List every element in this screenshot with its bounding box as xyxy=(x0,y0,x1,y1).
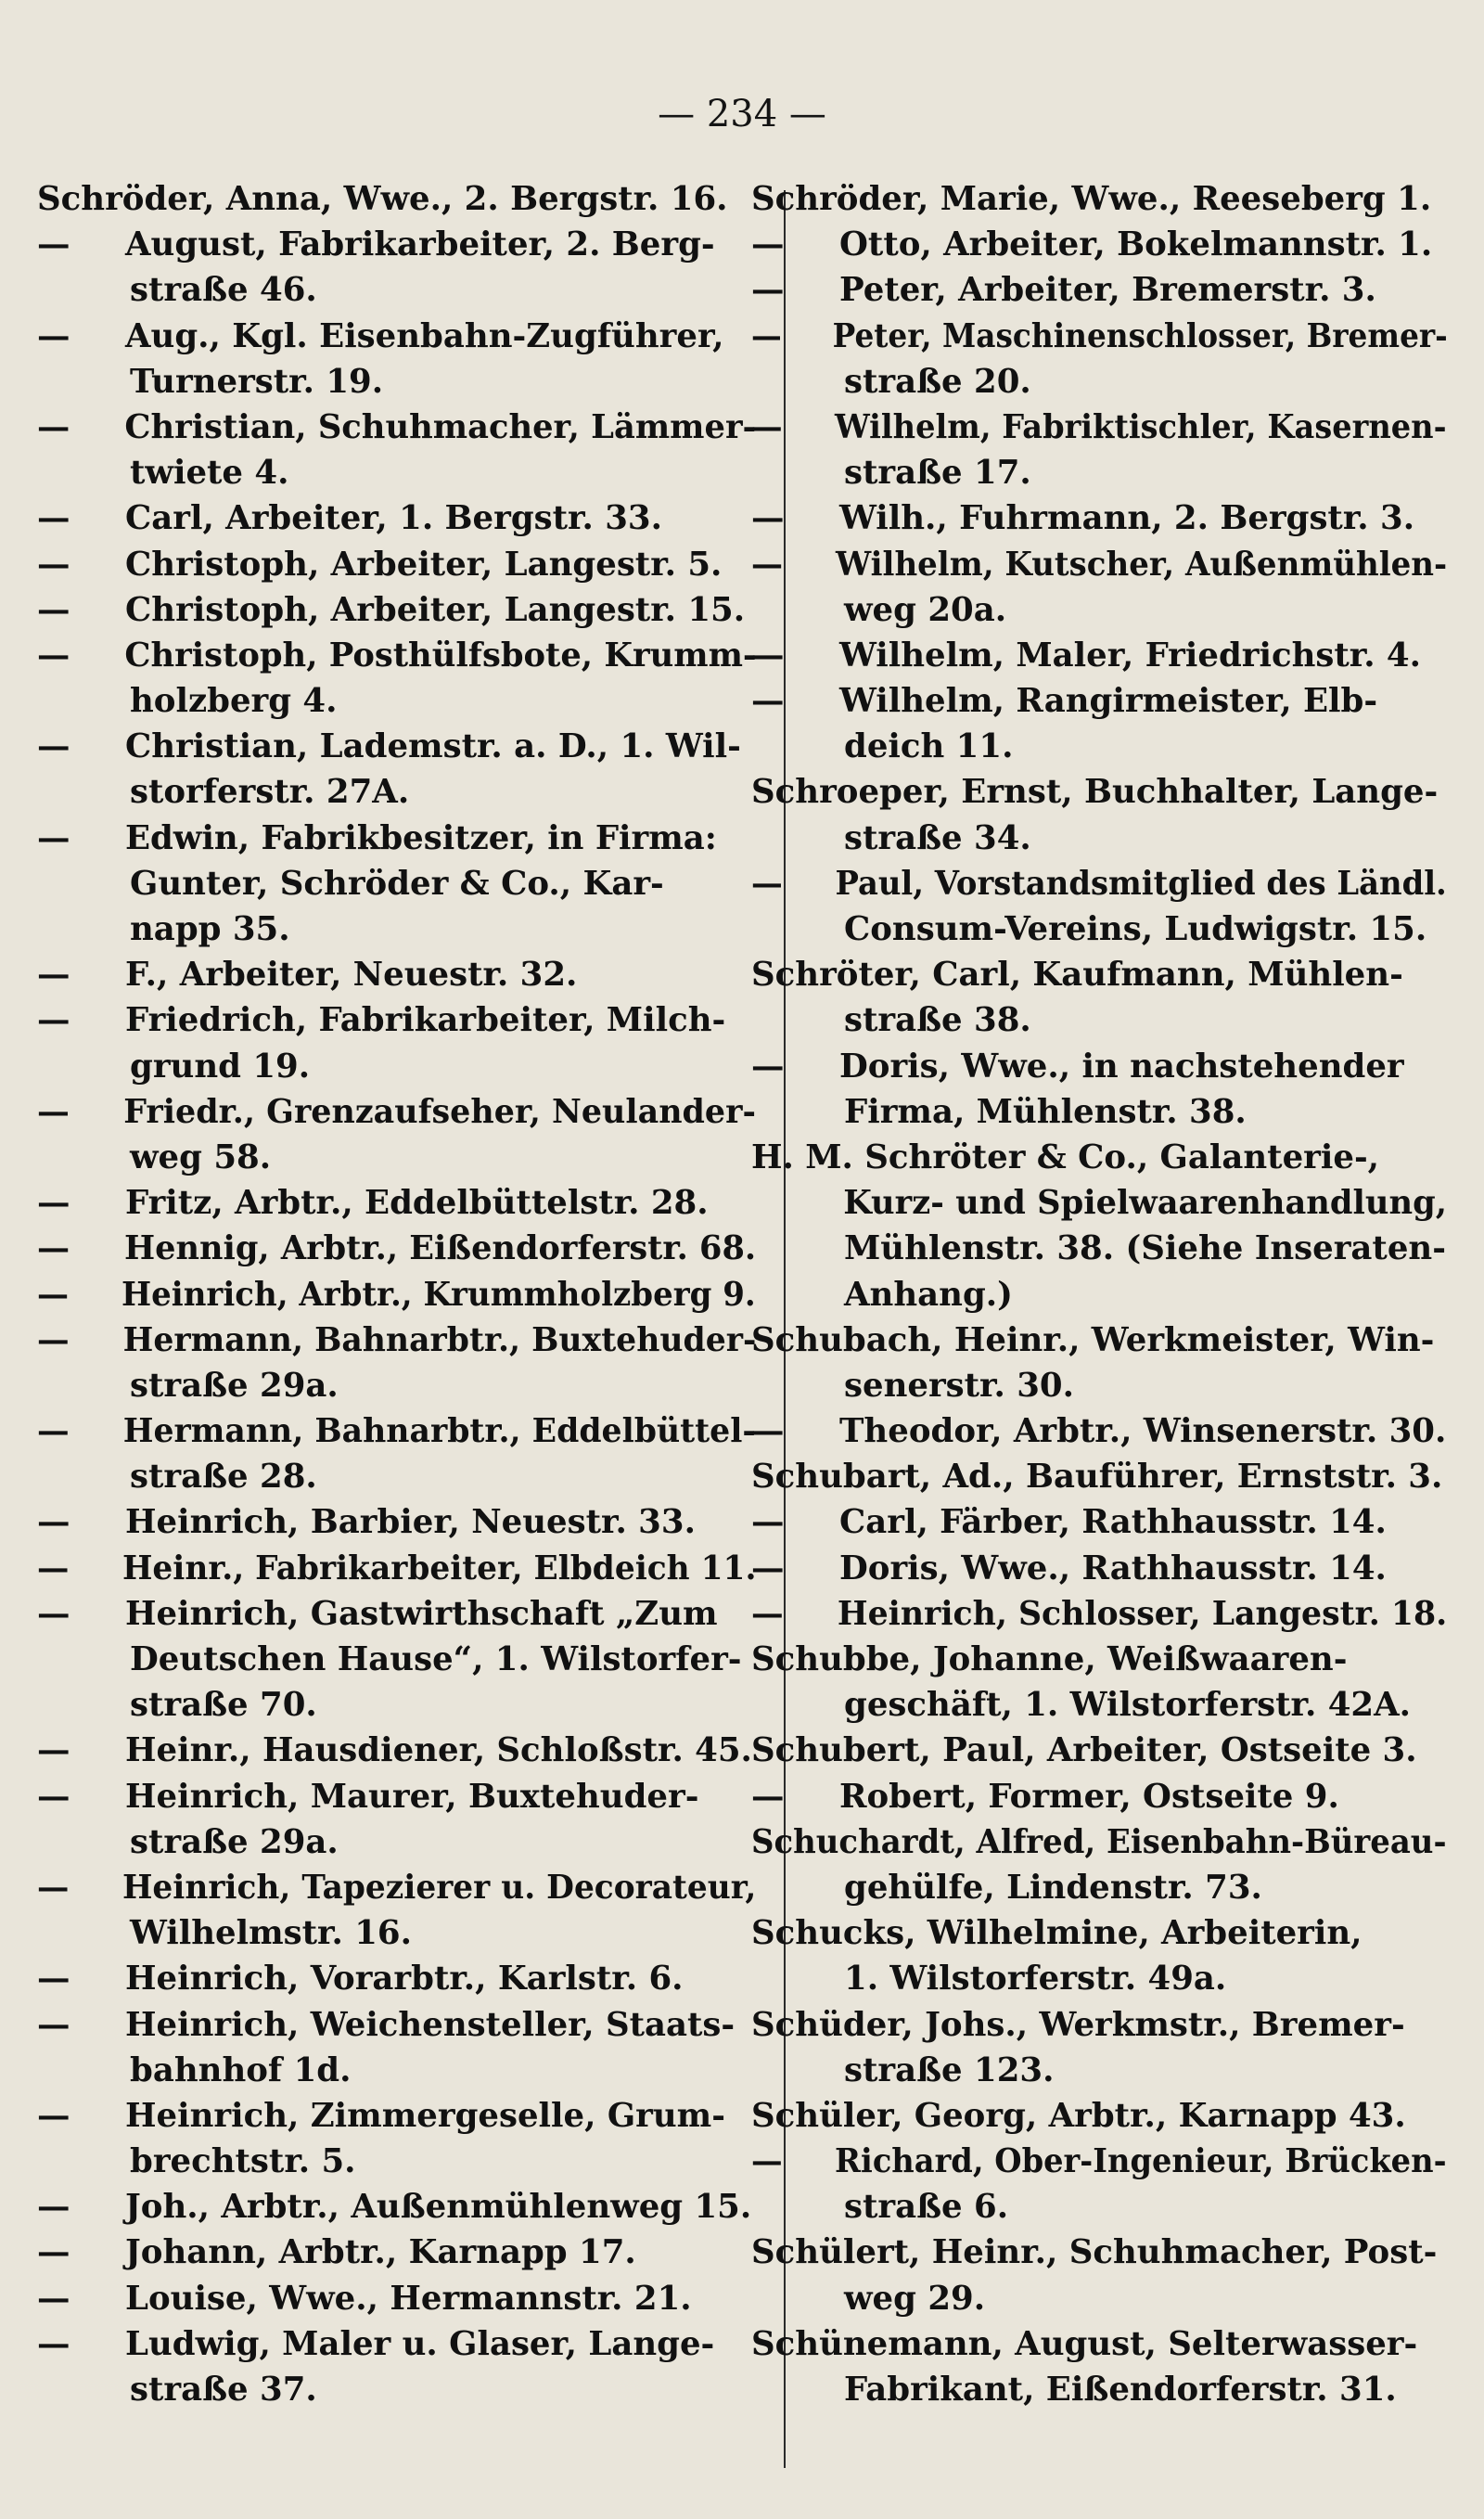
directory-line-text: Edwin, Fabrikbesitzer, in Firma: xyxy=(125,818,717,857)
directory-line-text: Christoph, Posthülfsbote, Krumm- xyxy=(124,636,757,675)
directory-line xyxy=(751,1044,1447,1089)
repeat-name-dash xyxy=(751,267,839,313)
repeat-name-dash xyxy=(751,2139,835,2184)
directory-line-text: Hennig, Arbtr., Eißendorferstr. 68. xyxy=(123,1229,757,1268)
repeat-name-dash xyxy=(751,222,839,267)
directory-line xyxy=(37,587,756,633)
directory-line-text: Wilhelmstr. 16. xyxy=(130,1914,412,1953)
directory-line-text: Kurz- und Spielwaarenhandlung, xyxy=(843,1184,1448,1223)
repeat-name-dash xyxy=(751,542,836,587)
directory-line xyxy=(751,1682,1447,1728)
directory-line xyxy=(37,1363,756,1408)
repeat-name-dash xyxy=(37,1408,123,1454)
directory-line xyxy=(751,2139,1447,2184)
directory-line-text: Gunter, Schröder & Co., Kar- xyxy=(130,864,664,903)
directory-line xyxy=(37,861,756,906)
directory-line xyxy=(751,1317,1447,1363)
directory-line xyxy=(37,314,756,359)
directory-line xyxy=(751,1728,1447,1773)
directory-line xyxy=(37,1819,756,1865)
directory-line xyxy=(751,1454,1447,1499)
directory-line xyxy=(37,1499,756,1545)
directory-line xyxy=(751,1637,1447,1682)
directory-line-text: Wilhelm, Kutscher, Außenmühlen- xyxy=(836,545,1448,584)
directory-line-text: straße 20. xyxy=(844,362,1031,401)
directory-line xyxy=(37,1454,756,1499)
directory-line-text: Christoph, Arbeiter, Langestr. 15. xyxy=(125,590,746,629)
directory-line xyxy=(37,2048,756,2093)
repeat-name-dash xyxy=(37,222,125,267)
directory-line xyxy=(751,176,1447,222)
directory-line xyxy=(37,1089,756,1135)
directory-line xyxy=(751,678,1447,724)
directory-line xyxy=(751,861,1447,906)
directory-line xyxy=(37,1956,756,2001)
directory-line-text: Friedr., Grenzaufseher, Neulander- xyxy=(123,1092,756,1131)
directory-line xyxy=(37,1865,757,1910)
directory-line-text: Heinr., Fabrikarbeiter, Elbdeich 11. xyxy=(122,1549,757,1587)
directory-line xyxy=(37,952,756,997)
directory-line-text: straße 6. xyxy=(844,2188,1009,2227)
directory-line xyxy=(751,1363,1447,1408)
repeat-name-dash xyxy=(751,678,839,724)
repeat-name-dash xyxy=(37,542,125,587)
repeat-name-dash xyxy=(751,1774,839,1819)
directory-line xyxy=(37,997,756,1043)
directory-line xyxy=(751,1226,1447,1271)
repeat-name-dash xyxy=(751,633,839,678)
directory-line-text: Johann, Arbtr., Karnapp 17. xyxy=(125,2233,636,2272)
repeat-name-dash xyxy=(37,1774,125,1819)
directory-line-text: Heinrich, Zimmergeselle, Grum- xyxy=(125,2096,725,2135)
directory-line xyxy=(751,405,1447,450)
directory-line xyxy=(751,222,1447,267)
repeat-name-dash xyxy=(751,314,833,359)
directory-line xyxy=(751,2230,1447,2275)
directory-line-text: senerstr. 30. xyxy=(844,1366,1074,1405)
repeat-name-dash xyxy=(37,1546,122,1591)
directory-line-text: deich 11. xyxy=(844,727,1014,766)
directory-line xyxy=(37,2276,756,2321)
directory-line xyxy=(751,1499,1447,1545)
directory-line xyxy=(751,1819,1447,1865)
repeat-name-dash xyxy=(37,2184,125,2230)
directory-line xyxy=(751,1910,1447,1956)
directory-line xyxy=(37,542,756,587)
directory-line-text: Fritz, Arbtr., Eddelbüttelstr. 28. xyxy=(125,1184,709,1223)
directory-line-text: Peter, Maschinenschlosser, Bremer- xyxy=(832,316,1448,355)
directory-line xyxy=(751,2048,1447,2093)
directory-line-text: Deutschen Hause“, 1. Wilstorfer- xyxy=(130,1640,742,1678)
directory-line-text: Theodor, Arbtr., Winsenerstr. 30. xyxy=(839,1412,1447,1451)
directory-line xyxy=(751,1408,1447,1454)
repeat-name-dash xyxy=(37,2002,125,2048)
directory-line xyxy=(751,314,1448,359)
directory-line-text: straße 37. xyxy=(130,2371,317,2409)
directory-line xyxy=(751,267,1447,313)
directory-line-text: Heinrich, Arbtr., Krummholzberg 9. xyxy=(122,1275,756,1314)
directory-line xyxy=(751,1089,1447,1135)
directory-line-text: Peter, Arbeiter, Bremerstr. 3. xyxy=(839,271,1376,310)
directory-line xyxy=(37,1591,756,1637)
directory-line xyxy=(37,1226,757,1271)
repeat-name-dash xyxy=(37,1956,125,2001)
directory-line xyxy=(751,997,1447,1043)
directory-line xyxy=(751,952,1447,997)
directory-line xyxy=(37,1044,756,1089)
directory-line xyxy=(37,450,756,495)
directory-line xyxy=(751,2276,1447,2321)
directory-line xyxy=(37,1546,757,1591)
directory-line-text: Mühlenstr. 38. (Siehe Inseraten- xyxy=(844,1229,1446,1268)
repeat-name-dash xyxy=(37,724,125,769)
directory-line xyxy=(37,2367,756,2412)
directory-line xyxy=(37,2093,756,2139)
directory-line-text: Schubbe, Johanne, Weißwaaren- xyxy=(751,1640,1348,1678)
repeat-name-dash xyxy=(751,1499,839,1545)
directory-line-text: Schüder, Johs., Werkmstr., Bremer- xyxy=(751,2005,1405,2044)
directory-line-text: Wilhelm, Rangirmeister, Elb- xyxy=(839,682,1378,721)
directory-line xyxy=(751,1546,1447,1591)
page-number: — 234 — xyxy=(658,93,826,135)
directory-line-text: Firma, Mühlenstr. 38. xyxy=(844,1092,1247,1131)
repeat-name-dash xyxy=(37,495,125,541)
directory-line xyxy=(37,2002,756,2048)
directory-line-text: Schröder, Marie, Wwe., Reeseberg 1. xyxy=(751,180,1432,218)
directory-line xyxy=(751,816,1447,861)
right-column xyxy=(751,176,1447,2412)
directory-line-text: straße 123. xyxy=(844,2050,1055,2089)
repeat-name-dash xyxy=(751,495,839,541)
directory-line-text: Louise, Wwe., Hermannstr. 21. xyxy=(125,2279,692,2318)
directory-line xyxy=(751,724,1447,769)
directory-line-text: Heinrich, Vorarbtr., Karlstr. 6. xyxy=(125,1960,684,1998)
repeat-name-dash xyxy=(37,1865,122,1910)
directory-line-text: Carl, Färber, Rathhausstr. 14. xyxy=(839,1503,1387,1542)
repeat-name-dash xyxy=(751,1591,838,1637)
directory-line xyxy=(37,222,756,267)
directory-line xyxy=(751,1956,1447,2001)
directory-line-text: Schuchardt, Alfred, Eisenbahn-Büreau- xyxy=(751,1822,1447,1861)
directory-line xyxy=(751,1774,1447,1819)
repeat-name-dash xyxy=(37,2321,125,2367)
directory-line-text: geschäft, 1. Wilstorferstr. 42A. xyxy=(844,1686,1412,1725)
directory-line-text: Wilh., Fuhrmann, 2. Bergstr. 3. xyxy=(839,499,1415,538)
repeat-name-dash xyxy=(37,1180,125,1226)
directory-line-text: Heinrich, Schlosser, Langestr. 18. xyxy=(837,1594,1448,1633)
directory-line-text: Schröder, Anna, Wwe., 2. Bergstr. 16. xyxy=(37,180,728,218)
directory-line-text: Schucks, Wilhelmine, Arbeiterin, xyxy=(751,1914,1362,1953)
directory-line xyxy=(751,2367,1447,2412)
directory-line xyxy=(37,1637,756,1682)
directory-line-text: Paul, Vorstandsmitglied des Ländl. xyxy=(835,864,1447,903)
directory-line-text: straße 46. xyxy=(130,271,317,310)
directory-line xyxy=(37,359,756,405)
directory-line-text: Heinrich, Barbier, Neuestr. 33. xyxy=(125,1503,696,1542)
directory-line xyxy=(37,2230,756,2275)
directory-line-text: Schubart, Ad., Bauführer, Ernststr. 3. xyxy=(751,1458,1443,1497)
directory-line xyxy=(751,1865,1447,1910)
directory-line-text: straße 17. xyxy=(844,454,1031,493)
repeat-name-dash xyxy=(37,633,124,678)
repeat-name-dash xyxy=(37,587,125,633)
repeat-name-dash xyxy=(37,1499,125,1545)
repeat-name-dash xyxy=(37,1317,123,1363)
directory-line-text: straße 29a. xyxy=(130,1822,339,1861)
directory-line-text: straße 29a. xyxy=(130,1366,339,1405)
directory-line xyxy=(751,1272,1447,1317)
directory-line-text: Fabrikant, Eißendorferstr. 31. xyxy=(844,2371,1397,2409)
directory-line-text: Heinr., Hausdiener, Schloßstr. 45. xyxy=(125,1731,752,1770)
directory-line-text: gehülfe, Lindenstr. 73. xyxy=(844,1868,1262,1907)
directory-line-text: holzberg 4. xyxy=(130,682,338,721)
directory-line-text: F., Arbeiter, Neuestr. 32. xyxy=(125,956,578,995)
directory-line-text: Christian, Schuhmacher, Lämmer- xyxy=(124,407,757,446)
directory-line-text: weg 58. xyxy=(130,1137,272,1176)
directory-line xyxy=(37,1408,756,1454)
directory-line xyxy=(751,1180,1448,1226)
directory-line-text: Schüler, Georg, Arbtr., Karnapp 43. xyxy=(751,2096,1406,2135)
directory-line-text: Anhang.) xyxy=(844,1275,1013,1314)
directory-line xyxy=(37,724,756,769)
directory-line xyxy=(751,542,1448,587)
directory-line-text: Aug., Kgl. Eisenbahn-Zugführer, xyxy=(125,316,724,355)
directory-line-text: Doris, Wwe., in nachstehender xyxy=(839,1047,1404,1086)
directory-line xyxy=(751,495,1447,541)
directory-line xyxy=(37,1728,756,1773)
directory-line xyxy=(37,816,756,861)
directory-line-text: straße 70. xyxy=(130,1686,317,1725)
repeat-name-dash xyxy=(37,997,125,1043)
repeat-name-dash xyxy=(37,816,125,861)
repeat-name-dash xyxy=(37,1089,123,1135)
directory-line xyxy=(751,2002,1447,2048)
directory-line-text: Hermann, Bahnarbtr., Buxtehuder- xyxy=(122,1320,757,1359)
directory-line-text: August, Fabrikarbeiter, 2. Berg- xyxy=(125,225,715,264)
directory-line xyxy=(751,1591,1448,1637)
directory-line-text: Robert, Former, Ostseite 9. xyxy=(839,1777,1339,1816)
directory-line-text: Wilhelm, Fabriktischler, Kasernen- xyxy=(834,407,1447,446)
directory-line-text: Richard, Ober-Ingenieur, Brücken- xyxy=(835,2142,1447,2181)
repeat-name-dash xyxy=(37,1591,125,1637)
directory-line-text: Schroeper, Ernst, Buchhalter, Lange- xyxy=(751,773,1439,812)
repeat-name-dash xyxy=(37,1226,124,1271)
directory-line-text: Otto, Arbeiter, Bokelmannstr. 1. xyxy=(839,225,1433,264)
directory-line xyxy=(37,267,756,313)
directory-line-text: Heinrich, Maurer, Buxtehuder- xyxy=(125,1777,699,1816)
directory-line xyxy=(37,1272,756,1317)
directory-line-text: Schünemann, August, Selterwasser- xyxy=(751,2324,1418,2363)
left-column xyxy=(37,176,756,2412)
directory-line xyxy=(751,2184,1447,2230)
directory-line-text: Schröter, Carl, Kaufmann, Mühlen- xyxy=(751,956,1403,995)
directory-line xyxy=(37,176,756,222)
directory-line xyxy=(751,450,1447,495)
directory-line-text: Christoph, Arbeiter, Langestr. 5. xyxy=(125,545,723,584)
directory-line xyxy=(37,678,756,724)
directory-line xyxy=(37,2321,756,2367)
directory-line xyxy=(37,495,756,541)
repeat-name-dash xyxy=(751,1408,839,1454)
directory-line-text: Heinrich, Weichensteller, Staats- xyxy=(125,2005,736,2044)
directory-line-text: Carl, Arbeiter, 1. Bergstr. 33. xyxy=(125,499,662,538)
directory-line xyxy=(37,633,757,678)
directory-line xyxy=(751,2093,1447,2139)
directory-line xyxy=(751,2321,1447,2367)
directory-line xyxy=(37,1774,756,1819)
directory-line-text: Hermann, Bahnarbtr., Eddelbüttel- xyxy=(122,1412,756,1451)
directory-line-text: Wilhelm, Maler, Friedrichstr. 4. xyxy=(839,636,1421,675)
directory-line-text: Heinrich, Gastwirthschaft „Zum xyxy=(125,1594,718,1633)
directory-line xyxy=(37,2139,756,2184)
directory-line xyxy=(37,1910,756,1956)
repeat-name-dash xyxy=(751,1546,839,1591)
repeat-name-dash xyxy=(37,2093,125,2139)
directory-line xyxy=(37,1317,757,1363)
directory-line-text: grund 19. xyxy=(130,1047,311,1086)
directory-line xyxy=(751,633,1447,678)
directory-line xyxy=(37,1135,756,1180)
directory-line xyxy=(751,1135,1447,1180)
directory-line xyxy=(37,2184,756,2230)
directory-line-text: Consum-Vereins, Ludwigstr. 15. xyxy=(844,910,1427,948)
directory-line xyxy=(37,1180,756,1226)
directory-line-text: bahnhof 1d. xyxy=(130,2050,352,2089)
repeat-name-dash xyxy=(37,405,124,450)
directory-line-text: Doris, Wwe., Rathhausstr. 14. xyxy=(839,1549,1387,1587)
directory-line xyxy=(751,906,1447,952)
repeat-name-dash xyxy=(37,2276,125,2321)
directory-line-text: storferstr. 27A. xyxy=(130,773,410,812)
directory-line-text: Schubert, Paul, Arbeiter, Ostseite 3. xyxy=(751,1731,1417,1770)
repeat-name-dash xyxy=(751,405,835,450)
directory-line-text: straße 38. xyxy=(844,1001,1031,1040)
directory-line-text: 1. Wilstorferstr. 49a. xyxy=(844,1960,1227,1998)
directory-line xyxy=(37,405,757,450)
directory-line-text: Turnerstr. 19. xyxy=(130,362,384,401)
repeat-name-dash xyxy=(37,314,125,359)
directory-line-text: twiete 4. xyxy=(130,454,289,493)
directory-line-text: Heinrich, Tapezierer u. Decorateur, xyxy=(122,1868,757,1907)
repeat-name-dash xyxy=(37,1728,125,1773)
directory-line-text: straße 34. xyxy=(844,818,1031,857)
repeat-name-dash xyxy=(751,1044,839,1089)
directory-line-text: Joh., Arbtr., Außenmühlenweg 15. xyxy=(125,2188,752,2227)
directory-line xyxy=(37,1682,756,1728)
directory-line xyxy=(751,359,1447,405)
directory-line xyxy=(37,769,756,815)
repeat-name-dash xyxy=(751,861,835,906)
directory-line-text: Friedrich, Fabrikarbeiter, Milch- xyxy=(125,1001,726,1040)
repeat-name-dash xyxy=(37,1272,122,1317)
repeat-name-dash xyxy=(37,2230,125,2275)
directory-line-text: Christian, Lademstr. a. D., 1. Wil- xyxy=(125,727,741,766)
directory-line-text: napp 35. xyxy=(130,910,290,948)
directory-line-text: H. M. Schröter & Co., Galanterie-, xyxy=(751,1137,1380,1176)
directory-line-text: Schubach, Heinr., Werkmeister, Win- xyxy=(751,1320,1435,1359)
directory-line xyxy=(751,587,1447,633)
directory-line-text: Ludwig, Maler u. Glaser, Lange- xyxy=(125,2324,715,2363)
directory-line-text: straße 28. xyxy=(130,1458,317,1497)
directory-line xyxy=(751,769,1447,815)
directory-line xyxy=(37,906,756,952)
repeat-name-dash xyxy=(37,952,125,997)
directory-line-text: weg 29. xyxy=(844,2279,986,2318)
directory-line-text: brechtstr. 5. xyxy=(130,2142,356,2181)
directory-line-text: weg 20a. xyxy=(844,590,1007,629)
directory-line-text: Schülert, Heinr., Schuhmacher, Post- xyxy=(751,2233,1438,2272)
